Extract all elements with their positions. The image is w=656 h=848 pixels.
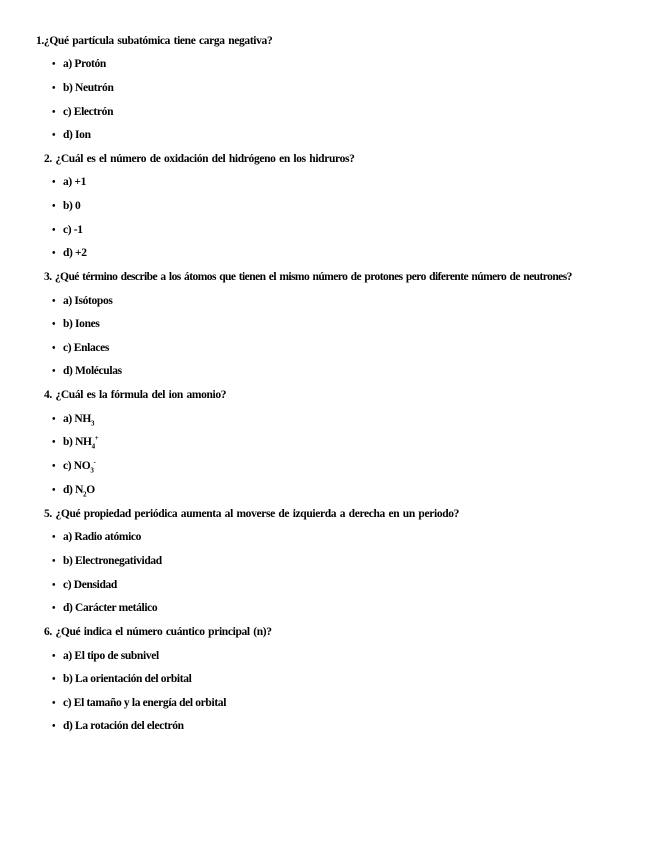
- question-2: 2. ¿Cuál es el número de oxidación del hidrógeno en los hidruros?: [44, 153, 355, 165]
- bullet-icon: •: [52, 580, 56, 591]
- bullet-icon: •: [52, 651, 56, 662]
- bullet-icon: •: [52, 437, 56, 448]
- question-3-option-d: • d) Moléculas: [52, 365, 122, 377]
- question-4-option-c: • c) $NO_3^-$: [52, 458, 96, 475]
- bullet-icon: •: [52, 603, 56, 614]
- bullet-icon: •: [52, 532, 56, 543]
- question-3-option-c: • c) Enlaces: [52, 342, 110, 354]
- bullet-icon: •: [52, 414, 56, 425]
- question-6-option-d: • d) La rotación del electrón: [52, 720, 184, 732]
- bullet-icon: •: [52, 319, 56, 330]
- question-1-option-c: • c) Electrón: [52, 106, 114, 118]
- question-3: 3. ¿Qué término describe a los átomos que tienen el mismo número de protones pero diferente número de neutrones?: [44, 271, 572, 283]
- question-5-option-b: • b) Electronegatividad: [52, 555, 162, 567]
- question-5-option-d: • d) Carácter metálico: [52, 602, 158, 614]
- bullet-icon: •: [52, 225, 56, 236]
- bullet-icon: •: [52, 461, 56, 472]
- question-2-option-d: • d) +2: [52, 247, 87, 259]
- question-5-option-c: • c) Densidad: [52, 579, 117, 591]
- bullet-icon: •: [52, 130, 56, 141]
- bullet-icon: •: [52, 698, 56, 709]
- bullet-icon: •: [52, 343, 56, 354]
- question-6-option-c: • c) El tamaño y la energía del orbital: [52, 697, 227, 709]
- question-2-option-a: • a) +1: [52, 176, 87, 188]
- question-3-option-b: • b) Iones: [52, 318, 100, 330]
- question-1: 1.¿Qué partícula subatómica tiene carga negativa?: [36, 35, 273, 47]
- bullet-icon: •: [52, 201, 56, 212]
- question-4-option-a: • a) $NH_3$: [52, 413, 95, 428]
- bullet-icon: •: [52, 83, 56, 94]
- bullet-icon: •: [52, 177, 56, 188]
- question-1-option-a: • a) Protón: [52, 58, 106, 70]
- question-5: 5. ¿Qué propiedad periódica aumenta al moverse de izquierda a derecha en un periodo?: [44, 508, 460, 520]
- question-1-option-b: • b) Neutrón: [52, 82, 114, 94]
- question-6: 6. ¿Qué indica el número cuántico principal (n)?: [44, 626, 272, 638]
- bullet-icon: •: [52, 366, 56, 377]
- bullet-icon: •: [52, 248, 56, 259]
- bullet-icon: •: [52, 107, 56, 118]
- question-5-option-a: • a) Radio atómico: [52, 531, 142, 543]
- bullet-icon: •: [52, 296, 56, 307]
- question-6-option-b: • b) La orientación del orbital: [52, 673, 192, 685]
- bullet-icon: •: [52, 674, 56, 685]
- question-6-option-a: • a) El tipo de subnivel: [52, 650, 159, 662]
- question-2-option-b: • b) 0: [52, 200, 81, 212]
- question-3-option-a: • a) Isótopos: [52, 295, 113, 307]
- bullet-icon: •: [52, 59, 56, 70]
- bullet-icon: •: [52, 485, 56, 496]
- question-4-option-b: • b) $NH_4^+$: [52, 434, 99, 451]
- question-2-option-c: • c) -1: [52, 224, 83, 236]
- bullet-icon: •: [52, 721, 56, 732]
- question-1-option-d: • d) Ion: [52, 129, 91, 141]
- question-4: 4. ¿Cuál es la fórmula del ion amonio?: [44, 389, 227, 401]
- question-4-option-d: • d) $N_2O$: [52, 484, 95, 499]
- bullet-icon: •: [52, 556, 56, 567]
